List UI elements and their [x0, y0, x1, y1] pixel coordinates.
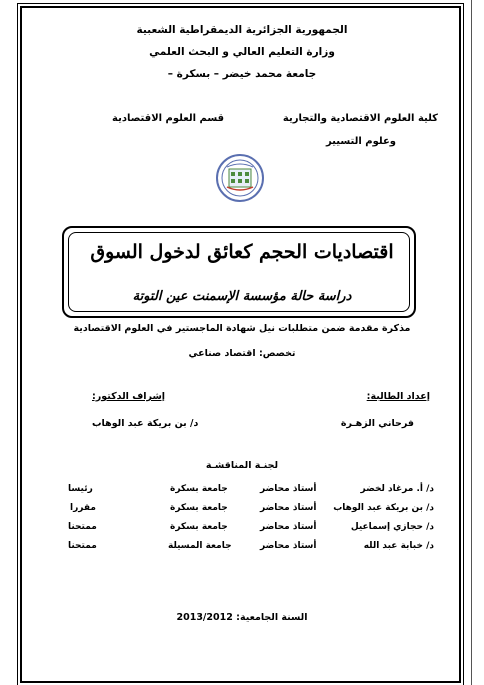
page-edge-line	[471, 0, 472, 685]
supervisor-name: د/ بن بريكة عبد الوهاب	[92, 418, 199, 429]
thesis-subtitle: دراسة حالة مؤسسة الإسمنت عين التوتة	[132, 289, 352, 304]
university-logo	[215, 153, 265, 203]
supervisor-label: إشراف الدكتور:	[92, 391, 166, 402]
committee-member-role: ممتحنا	[68, 522, 97, 532]
faculty-name-line2: وعلوم التسيير	[325, 136, 396, 147]
thesis-title-box	[62, 226, 416, 318]
ministry-heading: وزارة التعليم العالي و البحث العلمي	[149, 46, 335, 58]
thesis-description: مذكرة مقدمة ضمن متطلبات نيل شهادة الماجستير في العلوم الاقتصادية	[73, 323, 411, 334]
prepared-by-label: إعداد الطالبة:	[366, 391, 430, 402]
committee-member-name: د/ خبابة عبد الله	[363, 541, 434, 551]
committee-member-role: مقررا	[70, 503, 96, 513]
committee-member-rank: أستاذ محاضر	[260, 484, 317, 494]
committee-member-rank: أستاذ محاضر	[260, 541, 317, 551]
committee-member-role: ممتحنا	[68, 541, 97, 551]
faculty-name-line1: كلية العلوم الاقتصادية والتجارية	[282, 113, 438, 124]
committee-member-rank: أستاذ محاضر	[260, 503, 317, 513]
page-border-frame	[20, 6, 461, 683]
committee-member-name: د/ حجازي إسماعيل	[350, 522, 434, 532]
department-name: قسم العلوم الاقتصادية	[112, 113, 225, 124]
committee-member-role: رئيسا	[68, 484, 93, 494]
committee-member-institution: جامعة بسكرة	[170, 522, 228, 532]
thesis-title: اقتصاديات الحجم كعائق لدخول السوق	[90, 241, 394, 263]
committee-member-rank: أستاذ محاضر	[260, 522, 317, 532]
committee-member-name: د/ أ. مرغاد لخضر	[360, 484, 434, 494]
committee-member-institution: جامعة المسيلة	[168, 541, 232, 551]
republic-heading: الجمهورية الجزائرية الديمقراطية الشعبية	[136, 24, 348, 36]
committee-member-institution: جامعة بسكرة	[170, 484, 228, 494]
committee-member-institution: جامعة بسكرة	[170, 503, 228, 513]
academic-year: السنة الجامعية: 2013/2012	[176, 612, 308, 623]
student-name: فرحاني الزهـرة	[340, 418, 414, 429]
university-heading: جامعة محمد خيضر – بسكرة –	[167, 68, 317, 80]
committee-member-name: د/ بن بريكة عبد الوهاب	[333, 503, 434, 513]
committee-title: لجنـة المناقشـة	[205, 460, 279, 471]
specialization: تخصص: اقتصاد صناعي	[188, 348, 296, 359]
